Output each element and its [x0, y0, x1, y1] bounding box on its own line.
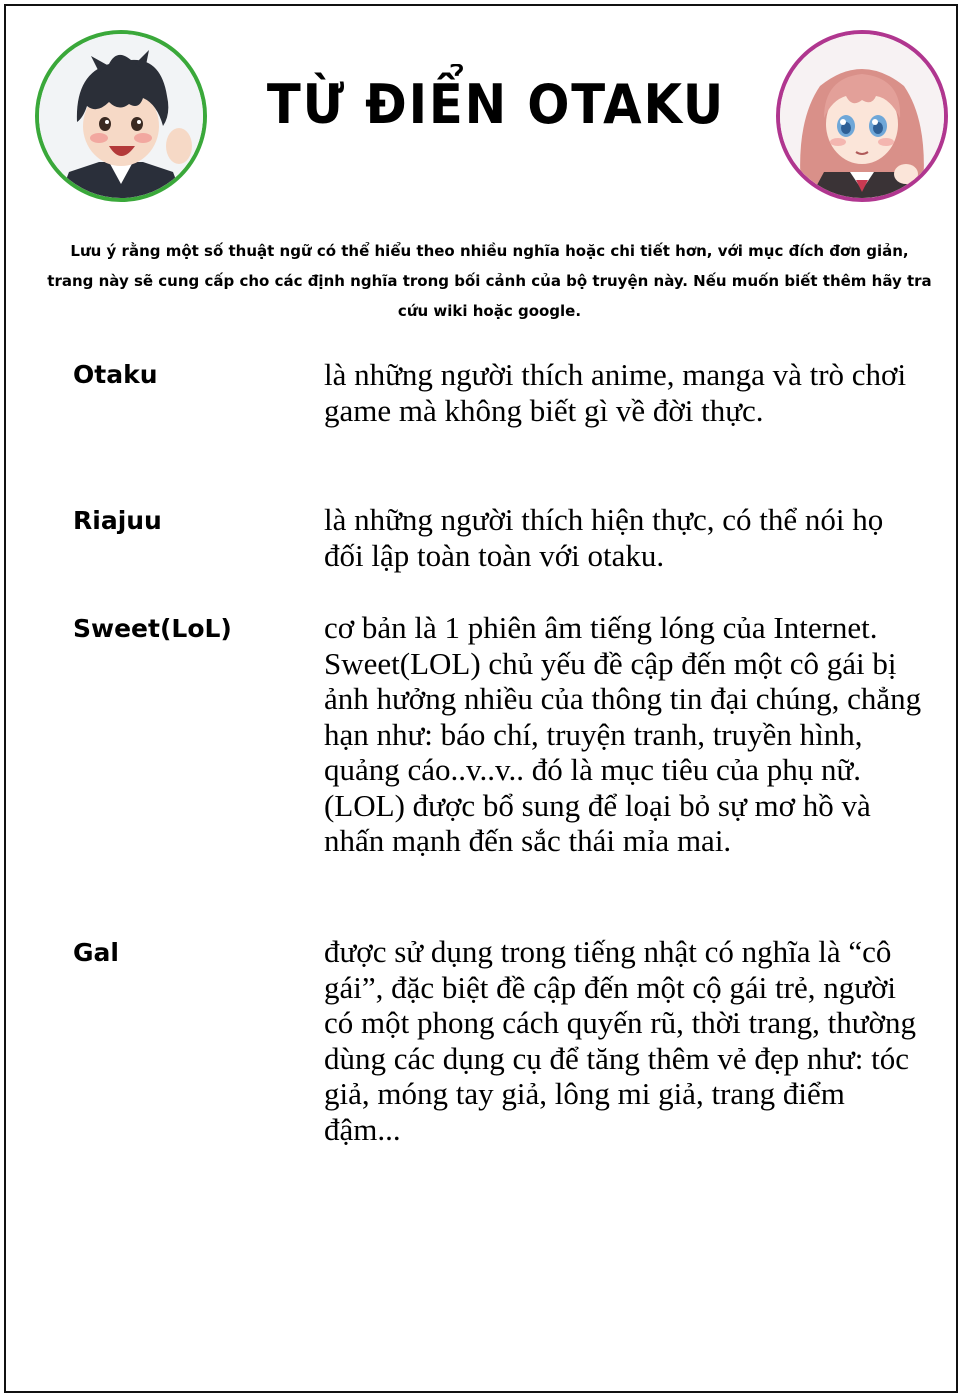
term-otaku: Otaku [73, 360, 158, 389]
term-gal: Gal [73, 938, 119, 967]
definition-riajuu: là những người thích hiện thực, có thể nói họ đối lập toàn toàn với otaku. [324, 502, 884, 573]
page-title: TỪ ĐIỂN OTAKU [266, 73, 726, 136]
boy-avatar [35, 30, 207, 202]
girl-avatar [776, 30, 948, 202]
definition-otaku: là những người thích anime, manga và trò chơi game mà không biết gì về đời thực. [324, 357, 907, 428]
page-frame [4, 4, 958, 1393]
boy-portrait-icon [39, 34, 203, 198]
girl-portrait-icon [780, 34, 944, 198]
intro-note: Lưu ý rằng một số thuật ngữ có thể hiểu theo nhiều nghĩa hoặc chi tiết hơn, với mục đích đơn giản, trang này sẽ cung cấp cho các định nghĩa trong bối cảnh của bộ truyện này. Nếu muốn biết thêm hãy tra cứu wiki hoặc google. [47, 242, 932, 320]
definition-gal: được sử dụng trong tiếng nhật có nghĩa là “cô gái”, đặc biệt đề cập đến một cộ gái trẻ, người có một phong cách quyến rũ, thời trang, thường dùng các dụng cụ để tăng thêm vẻ đẹp như: tóc giả, móng tay giả, lông mi giả, trang điểm đậm... [324, 934, 916, 1147]
term-riajuu: Riajuu [73, 506, 162, 535]
definition-sweet-lol: cơ bản là 1 phiên âm tiếng lóng của Internet. Sweet(LOL) chủ yếu đề cập đến một cô gái bị ảnh hưởng nhiều của thông tin đại chúng, chẳng hạn như: báo chí, truyện tranh, truyền hình, quảng cáo..v..v.. đó là mục tiêu của phụ nữ. (LOL) được bổ sung để loại bỏ sự mơ hồ và nhấn mạnh đến sắc thái mỉa mai. [324, 610, 922, 858]
term-sweet-lol: Sweet(LoL) [73, 614, 232, 643]
